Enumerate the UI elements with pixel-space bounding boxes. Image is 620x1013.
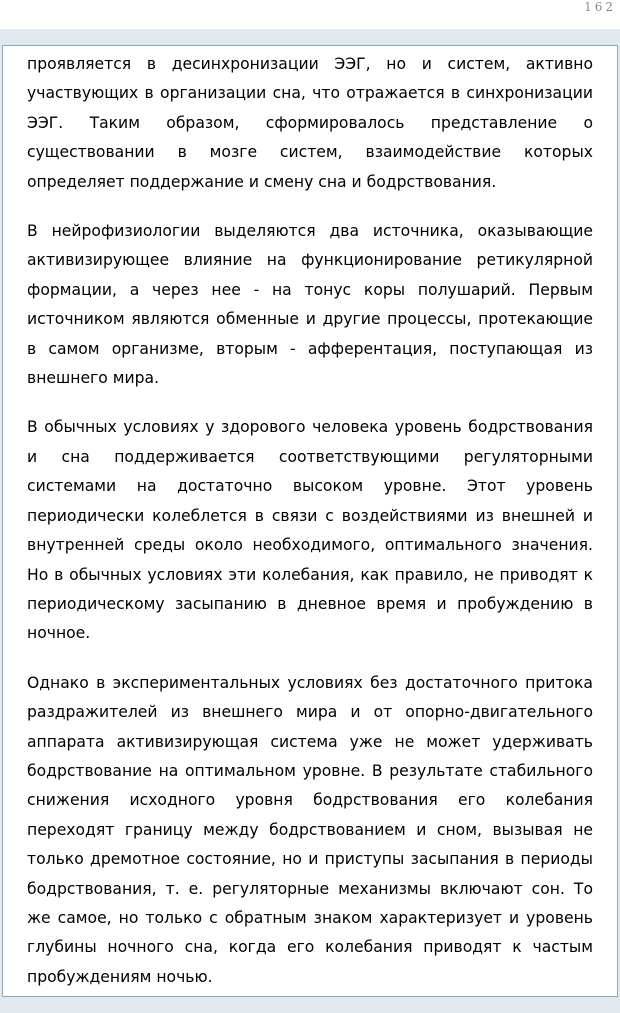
page-body: [2, 45, 618, 997]
paragraph-2: В нейрофизиологии выделяются два источника, оказывающие активизирующее влияние на функционирование ретикулярной формации, а через нее - на тонус коры полушарий. Первым источником являются обменные и другие процессы, протекающие в самом организме, вторым - афферентация, поступающая из внешнего мира.: [27, 222, 593, 388]
page-number: 162: [584, 0, 616, 14]
text-block: [27, 50, 593, 1012]
page-header: [0, 0, 620, 29]
paragraph-3: В обычных условиях у здорового человека уровень бодрствования и сна поддерживается соответствующими регуляторными системами на достаточно высоком уровне. Этот уровень периодически колеблется в связи с воздействиями из внешней и внутренней среды около необходимого, оптимального значения. Но в обычных условиях эти колебания, как правило, не приводят к периодическому засыпанию в дневное время и пробуждению в ночное.: [27, 418, 593, 643]
page-frame: [0, 29, 620, 1013]
paragraph-4: Однако в экспериментальных условиях без достаточного притока раздражителей из внешнего мира и от опорно-двигательного аппарата активизирующая система уже не может удерживать бодрствование на оптимальном уровне. В результате стабильного снижения исходного уровня бодрствования его колебания переходят границу между бодрствованием и сном, вызывая не только дремотное состояние, но и приступы засыпания в периоды бодрствования, т. е. регуляторные механизмы включают сон. То же самое, но только с обратным знаком характеризует и уровень глубины ночного сна, когда его колебания приводят к частым пробуждениям ночью.: [27, 673, 593, 986]
paragraph-1: проявляется в десинхронизации ЭЭГ, но и систем, активно участвующих в организации сна, что отражается в синхронизации ЭЭГ. Таким образом, сформировалось представление о существовании в мозге систем, взаимодействие которых определяет поддержание и смену сна и бодрствования.: [27, 55, 593, 191]
